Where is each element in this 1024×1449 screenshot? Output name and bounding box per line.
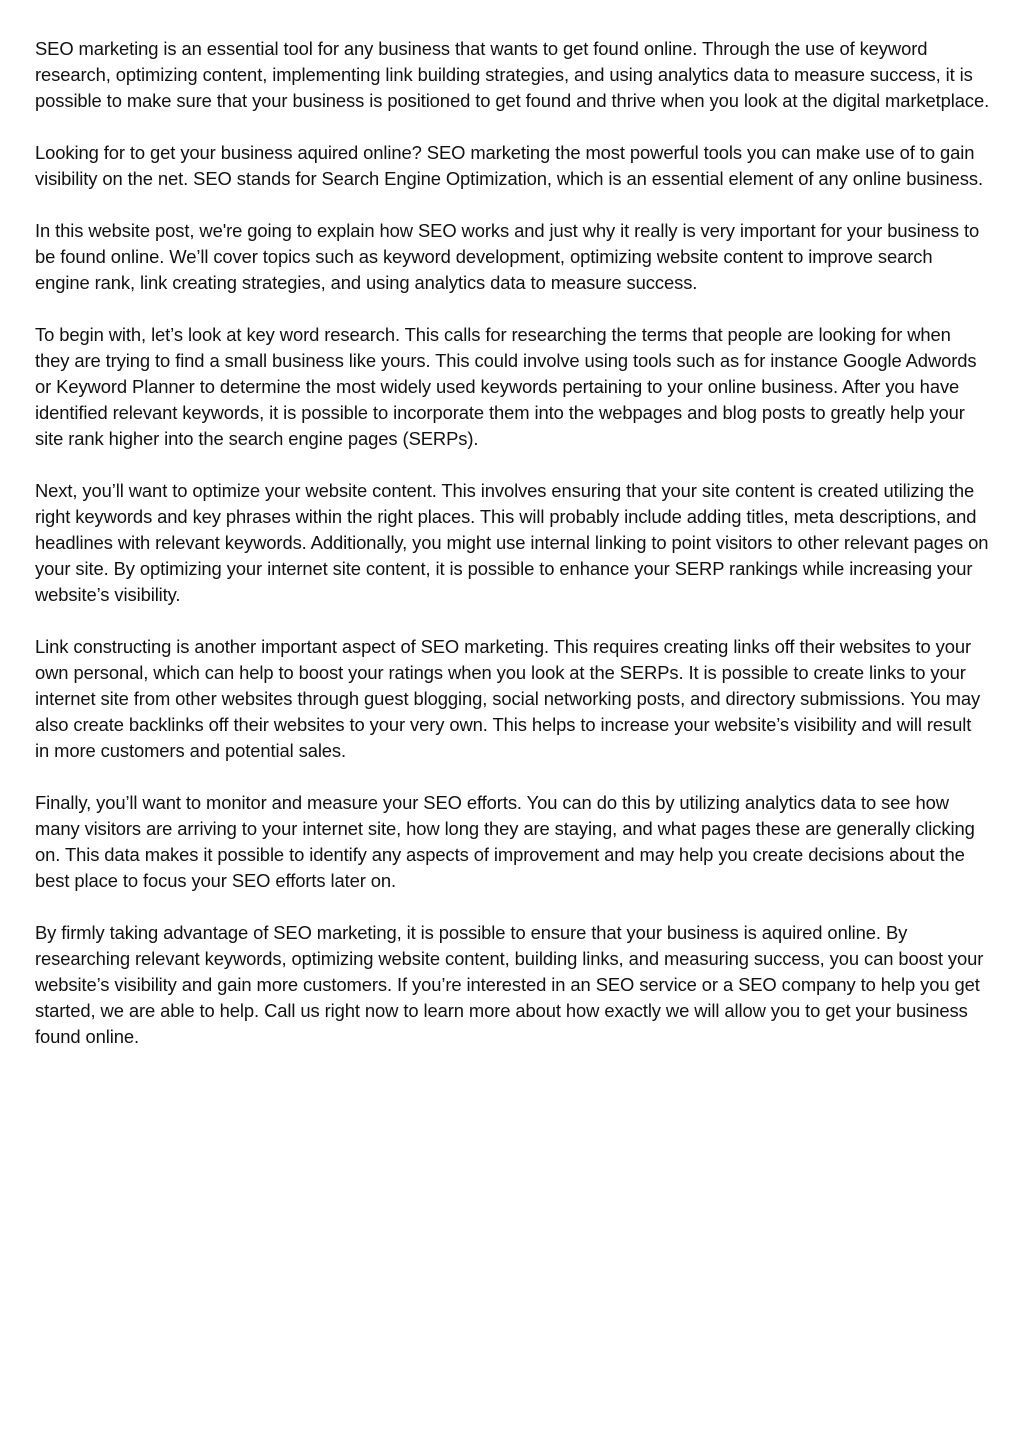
paragraph-conclusion: By firmly taking advantage of SEO marketing, it is possible to ensure that your business is aquired online. By researching relevant keywords, optimizing website content, building links, and measuring success, you can boost your website’s visibility and gain more customers. If you’re interested in an SEO service or a SEO company to help you get started, we are able to help. Call us right now to learn more about how exactly we will allow you to get your business found online. <box>35 922 984 1047</box>
paragraph-how-seo-works: In this website post, we're going to explain how SEO works and just why it really is very important for your business to be found online. We’ll cover topics such as keyword development, optimizing website content to improve search engine rank, link creating strategies, and using analytics data to measure success. <box>35 220 980 293</box>
article-body <box>35 36 990 1050</box>
paragraph-link-building: Link constructing is another important aspect of SEO marketing. This requires creating links off their websites to your own personal, which can help to boost your ratings when you look at the SERPs. It is possible to create links to your internet site from other websites through guest blogging, social networking posts, and directory submissions. You may also create backlinks off their websites to your very own. This helps to increase your website’s visibility and will result in more customers and potential sales. <box>35 636 981 761</box>
paragraph-measure-efforts: Finally, you’ll want to monitor and measure your SEO efforts. You can do this by utilizing analytics data to see how many visitors are arriving to your internet site, how long they are staying, and what pages these are generally clicking on. This data makes it possible to identify any aspects of improvement and may help you create decisions about the best place to focus your SEO efforts later on. <box>35 792 975 891</box>
paragraph-looking-for: Looking for to get your business aquired online? SEO marketing the most powerful tools you can make use of to gain visibility on the net. SEO stands for Search Engine Optimization, which is an essential element of any online business. <box>35 142 983 189</box>
paragraph-optimize-content: Next, you’ll want to optimize your website content. This involves ensuring that your site content is created utilizing the right keywords and key phrases within the right places. This will probably include adding titles, meta descriptions, and headlines with relevant keywords. Additionally, you might use internal linking to point visitors to other relevant pages on your site. By optimizing your internet site content, it is possible to enhance your SERP rankings while increasing your website’s visibility. <box>35 480 989 605</box>
paragraph-intro: SEO marketing is an essential tool for any business that wants to get found online. Through the use of keyword research, optimizing content, implementing link building strategies, and using analytics data to measure success, it is possible to make sure that your business is positioned to get found and thrive when you look at the digital marketplace. <box>35 38 990 111</box>
paragraph-keyword-research: To begin with, let’s look at key word research. This calls for researching the terms that people are looking for when they are trying to find a small business like yours. This could involve using tools such as for instance Google Adwords or Keyword Planner to determine the most widely used keywords pertaining to your online business. After you have identified relevant keywords, it is possible to incorporate them into the webpages and blog posts to greatly help your site rank higher into the search engine pages (SERPs). <box>35 324 977 449</box>
